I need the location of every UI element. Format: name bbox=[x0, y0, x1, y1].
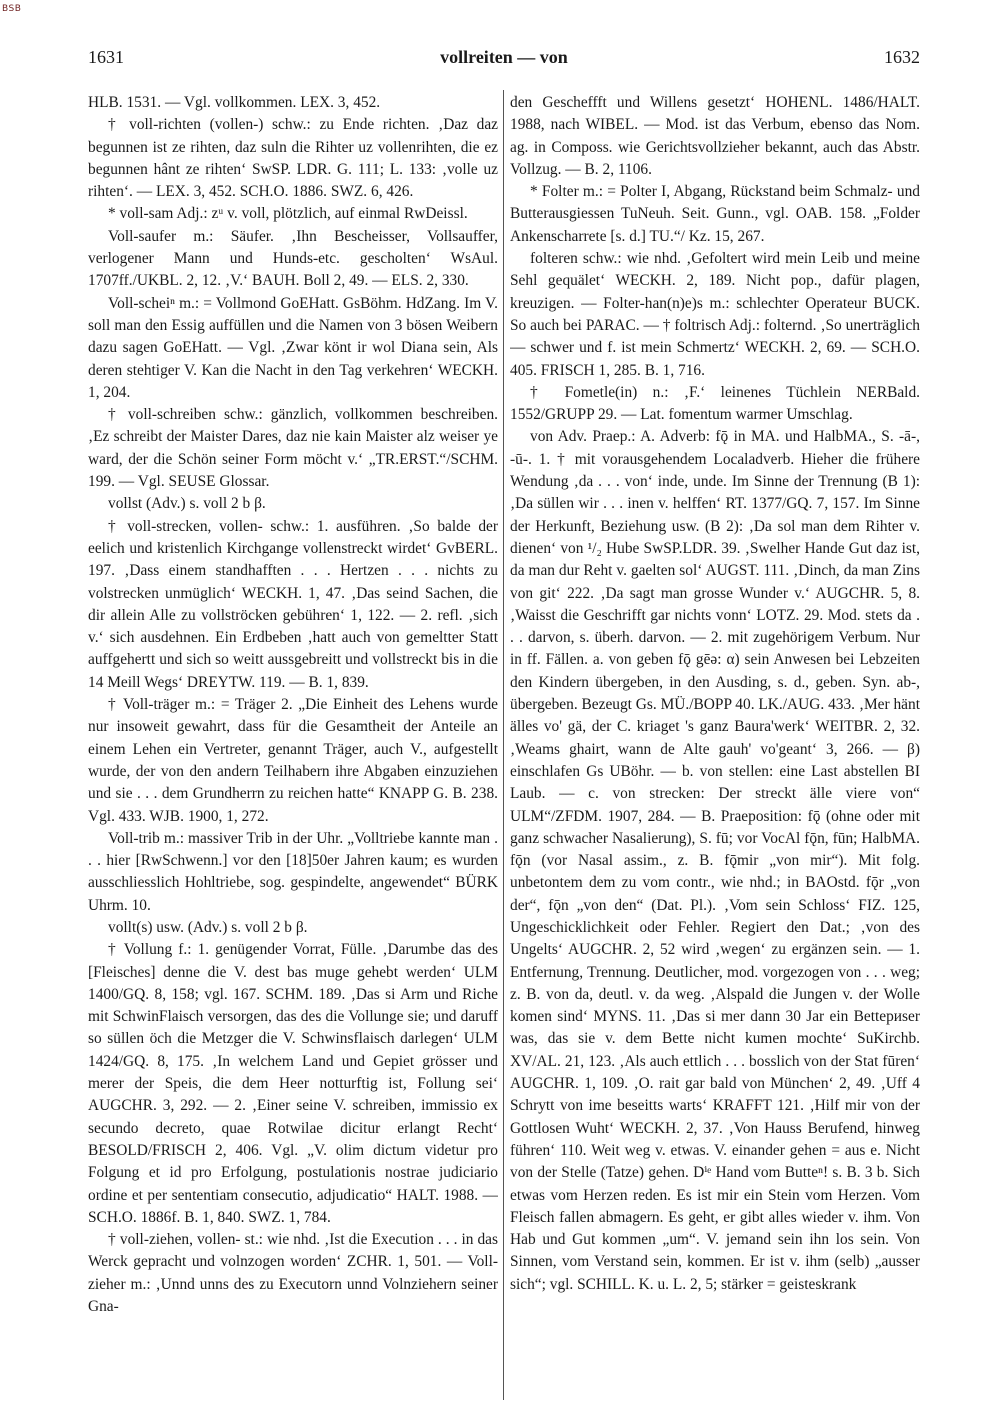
column-divider bbox=[503, 90, 504, 1400]
page-number-right: 1632 bbox=[884, 47, 920, 67]
dictionary-entry: von Adv. Praep.: A. Adverb: fǭ in MA. und HalbMA., S. -ā-, -ū-. 1. † mit vorausgehendem Localadverb. Hieher die frühere Wendung ‚da . . . von‘ inde, unde. Im Sinne der Trennung (B 1): ‚Da süllen wir . . . inen v. helffen‘ RT. 1377/GQ. 7, 157. Im Sinne der Herkunft, Beziehung usw. (B 2): ‚Da sol man dem Rihter v. dienen‘ von ¹/₂ Hube SwSP.LDR. 39. ‚Swelher Hande Gut daz ist, da man dur Reht v. gaelten sol‘ AUGST. 111. ‚Dinch, da man Zins von git‘ 222. ‚Da sagt man grosse Wunder v.‘ AUGCHR. 5, 8. ‚Waisst die Geschrifft gar nichts vonn‘ LOTZ. 29. Mod. stets da . . . darvon, s. überh. darvon. — 2. mit zugehörigem Verbum. Nur in ff. Fällen. a. von geben fǭ gēə: α) sein Anwesen bei Lebzeiten den Kindern übergeben, in den Ausding, s. d., geben. Syn. ab-, übergeben. Bezeugt Gs. MÜ./BOPP 40. LK./AUG. 433. ‚Mer hänt älles vo' gä, der C. kriaget 's ganz Baura'werk‘ WEITBR. 2, 32. ‚Weams ghairt, wann de Alte gauh' vo'geant‘ 3, 266. — β) einschlafen Gs UBöhr. — b. von stellen: eine Last abstellen BI Laub. — c. von strecken: Der streckt älle viere von“ ULM“/ZFDM. 1907, 284. — B. Praeposition: fǭ (ohne oder mit ganz schwacher Nasalierung), S. fū; vor VocAl fǭn, fūn; HalbMA. fǭn (vor Nasal assim., z. B. fǭmir „von mir“). Mit folg. unbetontem dem zu vom contr., wie nhd.; in BAOstd. fǭr „von der“, fǭn „von den“ (Dat. Pl.). ‚Vom sein Schloss‘ FIZ. 125, Ungeschicklichkeit oder Fehler. Regiert den Dat.; ‚von des Ungelts‘ AUGCHR. 2, 52 wird ‚wegen‘ zu ergänzen sein. — 1. Entfernung, Trennung. Deutlicher, mod. vorgezogen von . . . weg; z. B. von da, deutl. v. da weg. ‚Alspald die Jungen v. der Wolle komen sind‘ MYNS. 11. ‚Das si mer dann 30 Jar ein Bettериser was, das sie v. dem Bette nicht kumen mochte‘ SuKirchb. XV/AL. 21, 123. ‚Als auch ettlich . . . bosslich von der Stat fūren‘ AUGCHR. 1, 109. ‚O. rait gar bald von München‘ 2, 49. ‚Uff 4 Schrytt von ime beseitts warts‘ KRAFFT 121. ‚Hilf mir von der Gottlosen Wuht‘ WECKH. 2, 37. ‚Von Hauss Berufend, hinweg führen‘ 110. Weit weg v. etwas. V. einander gehen = aus e. Nicht von der Stelle (Tatze) gehen. Dⁱᵉ Hand vom Butteⁿ! s. B. 3 b. Sich etwas vom Herzen reden. Es ist mir ein Stein vom Herzen. Vom Fleisch fallen abmagern. Es geht, er gibt alles wieder v. ihm. Von Hab und Gut kommen „um“. V. jemand sein ihn los sein. Von Sinnen, vom Verstand sein, kommen. Er ist v. ihm (selb) „ausser sich“; vgl. SCHILL. K. u. L. 2, 5; stärker = geisteskrank bbox=[510, 428, 920, 1293]
right-column bbox=[510, 92, 920, 1397]
dictionary-entry: * Folter m.: = Polter I, Abgang, Rückstand beim Schmalz- und Butterausgiessen TuNeuh. Seit. Gunn., vgl. OAB. 158. „Folder Ankenscharrete [s. d.] TU.“/ Kz. 15, 267. bbox=[510, 183, 920, 245]
page-header bbox=[88, 47, 920, 71]
dictionary-entry: vollt(s) usw. (Adv.) s. voll 2 b β. bbox=[108, 918, 308, 936]
left-column bbox=[88, 92, 498, 1397]
dictionary-entry: folteren schw.: wie nhd. ‚Gefoltert wird mein Leib und meine Sehl gequälet‘ WECKH. 2, 189. Nicht pop., dafür plagen, kreuzigen. — Folter-han(n)e)s m.: schlechter Operateur BUCK. So auch bei PARAC. — † foltrisch Adj.: folternd. ‚So unerträglich — schwer und f. ist mein Schmertz‘ WECKH. 2, 69. — SCH.O. 405. FRISCH 1, 285. B. 1, 716. bbox=[510, 250, 920, 379]
entry-continuation: den Gescheffft und Willens gesetzt‘ HOHENL. 1486/HALT. 1988, nach WIBEL. — Mod. ist das Verbum, ebenso das Nom. ag. in Composs. wie Gerichtsvollzieher bekannt, auch das Abstr. Vollzug. — B. 2, 1106. bbox=[510, 94, 920, 178]
dictionary-entry: † voll-ziehen, vollen- st.: wie nhd. ‚Ist die Execution . . . in das Werck gepracht und volnzogen worden‘ ZCHR. 1, 501. — Voll-zieher m.: ‚Unnd unns des zu Executorn unnd Volnziehern seiner Gna- bbox=[88, 1231, 498, 1316]
dictionary-entry: Voll-scheiⁿ m.: = Vollmond GoEHatt. GsBöhm. HdZang. Im V. soll man den Essig auffüllen und die Namen von 3 bösen Weibern dazu sagen GoEHatt. — Vgl. ‚Zwar könt ir wol Diana sein, Als deren stehtiger V. Kan die Nacht in den Tag verkehren‘ WECKH. 1, 204. bbox=[88, 294, 498, 401]
dictionary-entry: vollst (Adv.) s. voll 2 b β. bbox=[108, 495, 266, 513]
dictionary-entry: † voll-schreiben schw.: gänzlich, vollkommen beschreiben. ‚Ez schreibt der Maister Dares, daz nie kain Maister alz weiser ye ward, der die Schön seiner Form möcht v.‘ „TR.ERST.“/SCHM. 199. — Vgl. SEUSE Glossar. bbox=[88, 406, 498, 491]
page-number-left: 1631 bbox=[88, 47, 124, 67]
library-stamp: BSB bbox=[2, 4, 22, 14]
entry-continuation: HLB. 1531. — Vgl. vollkommen. LEX. 3, 452. bbox=[88, 94, 381, 111]
dictionary-entry: † voll-strecken, vollen- schw.: 1. ausführen. ‚So balde der eelich und kristenlich Kirchgange vollenstreckt wirdet‘ GvBERL. 197. ‚Dass einem standhafften . . . Hertzen . . . nichts zu volstrecken unmüglich‘ WECKH. 1, 47. ‚Das seind Sachen, die dir allein Alle zu vollströcken gebühren‘ 1, 122. — 2. refl. ‚sich v.‘ sich ausdehnen. Ein Erdbeben ‚hatt auch von gemeltter Statt auffgehertt und sich so weitt aussgebreitt und vollstreckt bis in die 14 Meill Wegs‘ DREYTW. 119. — B. 1, 839. bbox=[88, 517, 498, 691]
dictionary-entry: * voll-sam Adj.: zᵘ v. voll, plötzlich, auf einmal RwDeissl. bbox=[108, 205, 468, 223]
dictionary-entry: Voll-saufer m.: Säufer. ‚Ihn Bescheisser, Vollsauffer, verlogener Mann und Hunds-etc. gescholten‘ WsAul. 1707ff./UKBL. 2, 12. ‚V.‘ BAUH. Boll 2, 49. — ELS. 2, 330. bbox=[88, 227, 498, 290]
dictionary-entry: † Fometle(in) n.: ‚F.‘ leinenes Tüchlein NERBald. 1552/GRUPP 29. — Lat. fomentum warmer Umschlag. bbox=[510, 383, 920, 424]
dictionary-entry: Voll-trib m.: massiver Trib in der Uhr. „Volltriebe kannte man . . . hier [RwSchwenn.] vor den [18]50er Jahren kaum; es wurden ausschliesslich Hohltriebe, sog. gespindelte, angewendet“ BÜRK Uhrm. 10. bbox=[88, 829, 498, 914]
dictionary-entry: † Voll-träger m.: = Träger 2. „Die Einheit des Lehens wurde nur insoweit gewahrt, dass für die Gesamtheit der Anteile an einem Lehen ein Vertreter, genannt Träger, auch V., aufgestellt wurde, der von den andern Teilhabern ihre Abgaben einzuziehen und sie . . . dem Grundherrn zu reichen hatte“ KNAPP G. B. 238. Vgl. 433. WJB. 1900, 1, 272. bbox=[88, 696, 498, 825]
running-title: vollreiten — von bbox=[440, 47, 568, 67]
dictionary-entry: † Vollung f.: 1. genügender Vorrat, Fülle. ‚Darumbe das des [Fleisches] denne die V. dest bas muge gehebt werden‘ ULM 1400/GQ. 8, 158; vgl. 167. SCHM. 189. ‚Das si Arm und Riche mit SchwinFlaisch versorgen, das des die Vollunge sie; und daruff so süllen öch die Metzger die V. Schwinsflaisch darlegen‘ ULM 1424/GQ. 8, 175. ‚In welchem Land und Gepiet grösser und merer der Speis, die dem Heer notturftig ist, Follung sei‘ AUGCHR. 3, 292. — 2. ‚Einer seine V. schreiben, immissio ex secundo decreto, quae Rotwilae dicitur erlangt Recht‘ BESOLD/FRISCH 2, 406. Vgl. „V. olim dictum videtur pro Folgung et id pro Erfolgung, postulationis nostrae judiciario ordine et per sententiam consecutio, adjudicatio“ HALT. 1988. — SCH.O. 1886f. B. 1, 840. SWZ. 1, 784. bbox=[88, 941, 498, 1226]
dictionary-entry: † voll-richten (vollen-) schw.: zu Ende richten. ‚Daz daz begunnen ist ze rihten, daz suln die Rihter uz vollenrihten, die ez begunnen hânt ze rihten‘ SwSP. LDR. G. 111; L. 133: ‚volle uz rihten‘. — LEX. 3, 452. SCH.O. 1886. SWZ. 6, 426. bbox=[88, 116, 498, 201]
